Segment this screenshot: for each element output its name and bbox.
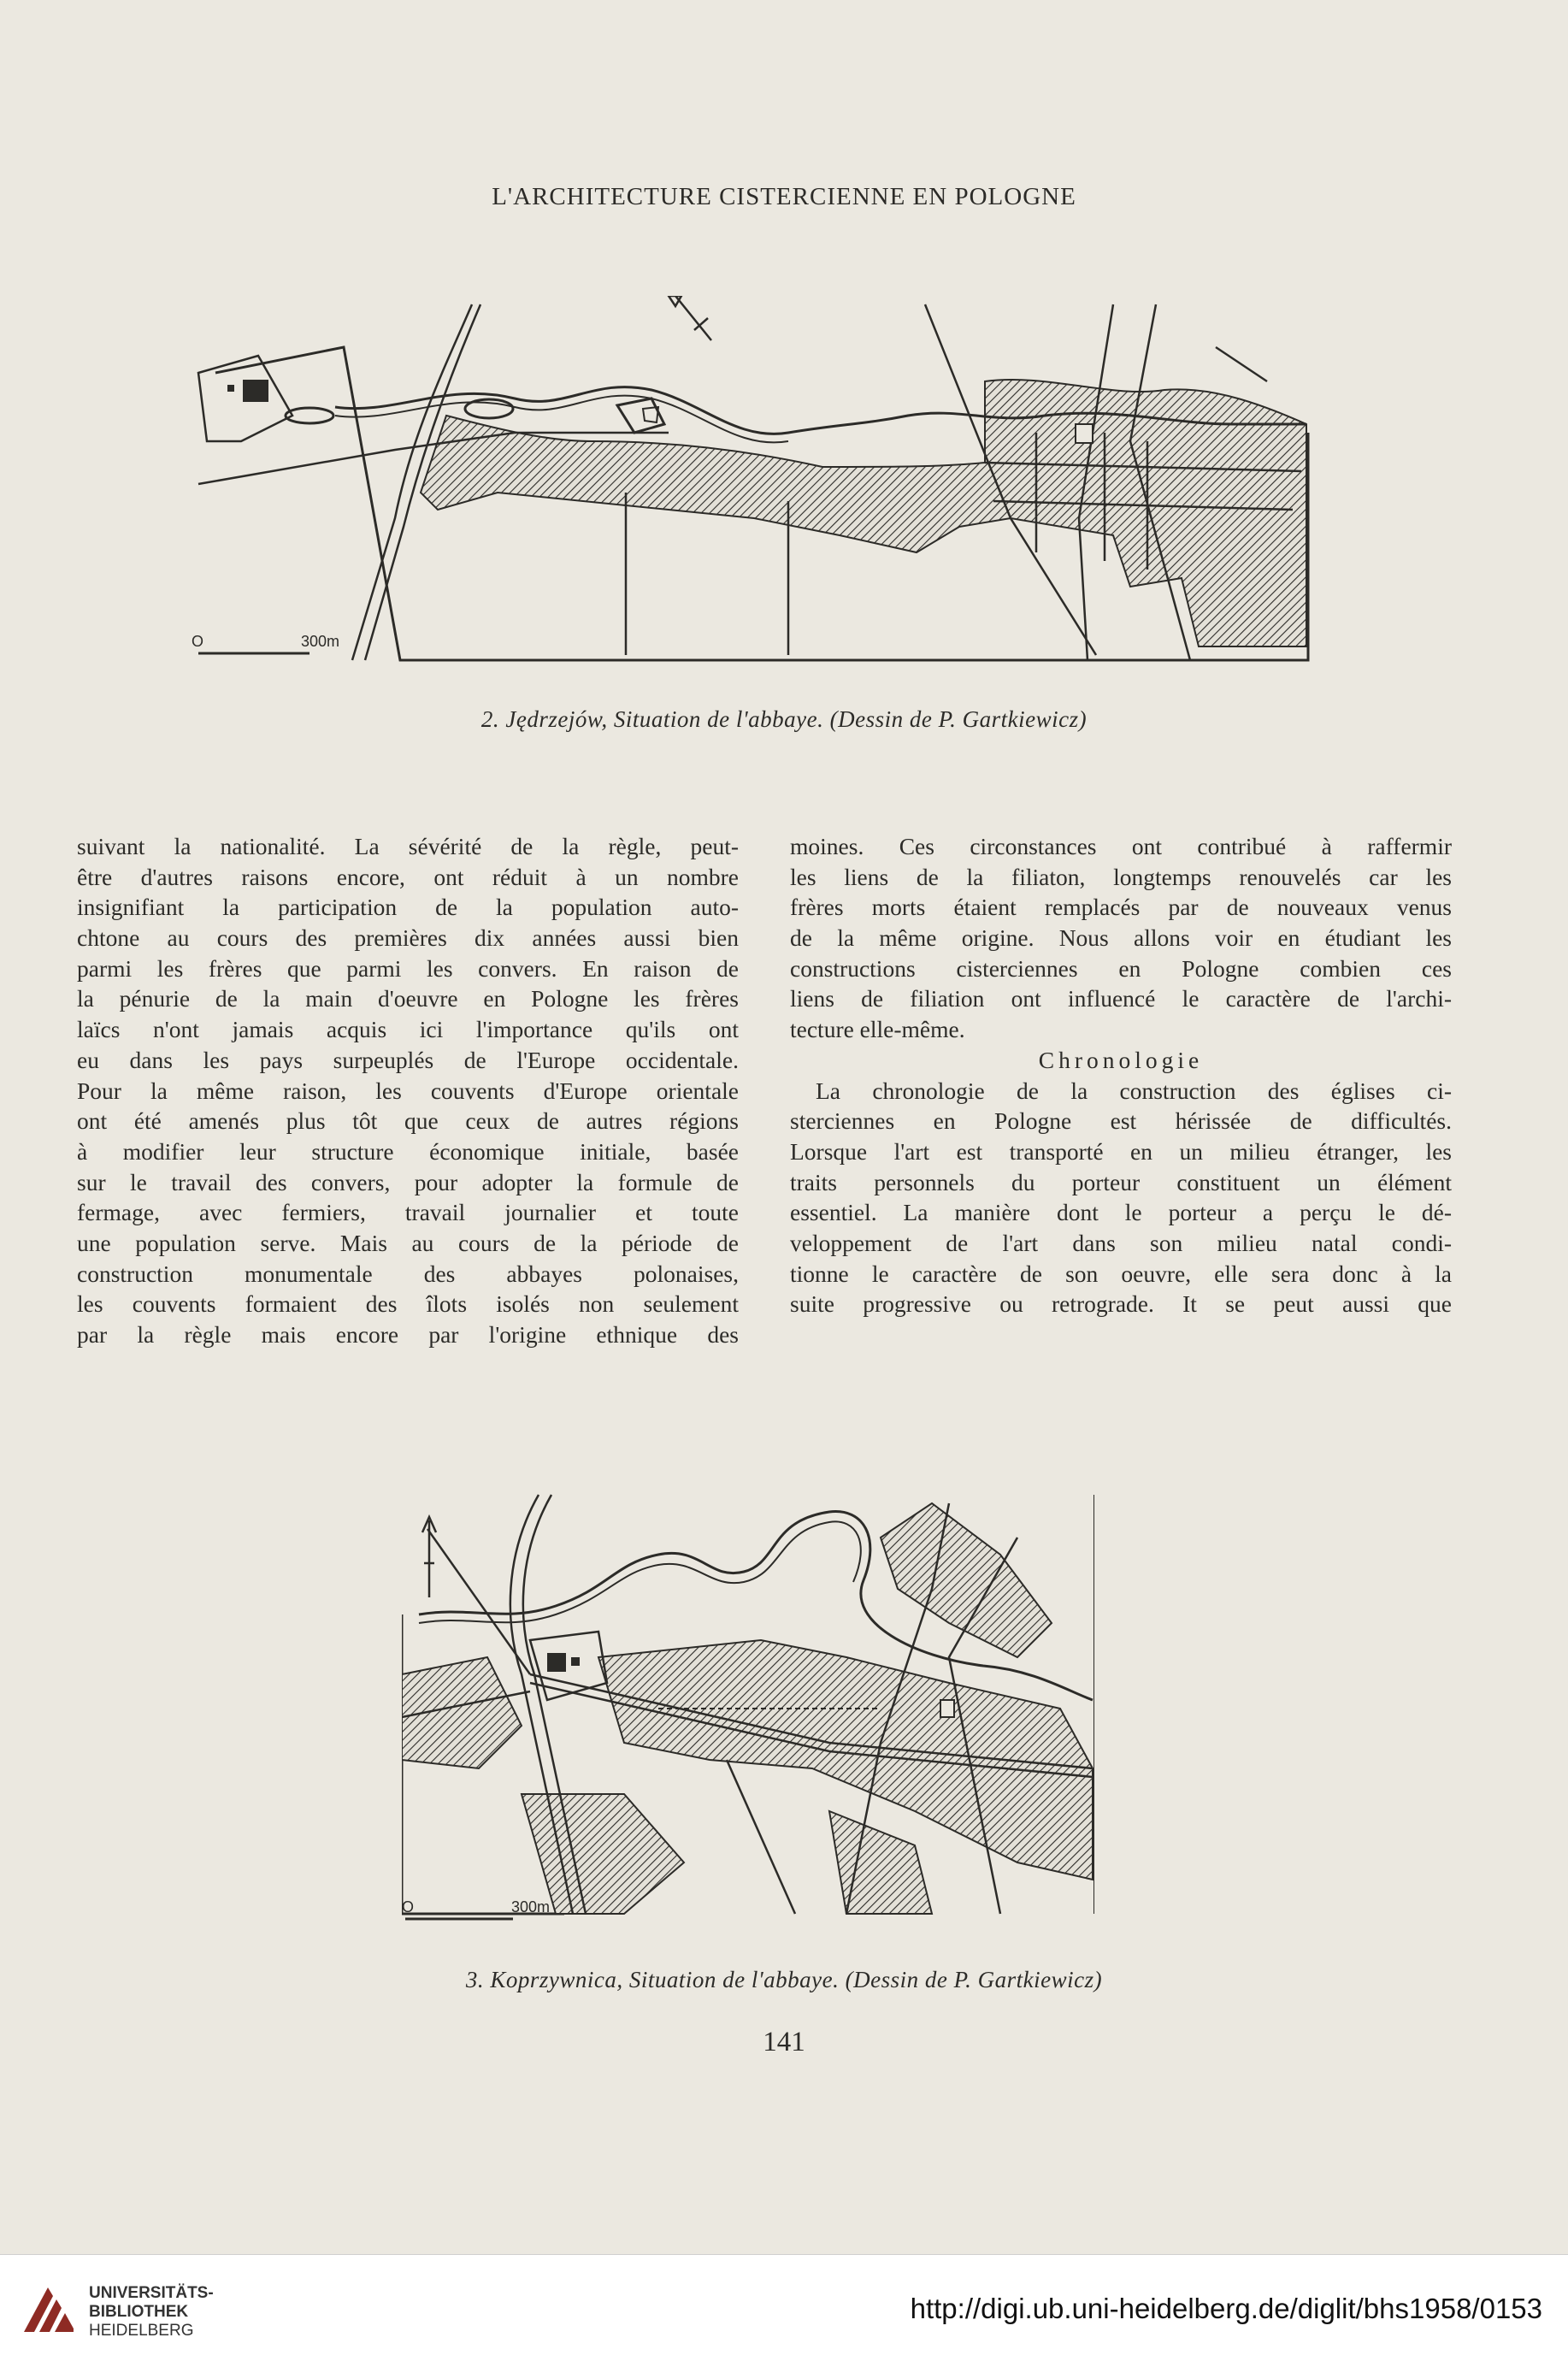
text-line: suivant la nationalité. La sévérité de la règle, peut- bbox=[77, 833, 739, 859]
text-line: veloppement de l'art dans son milieu natal condi- bbox=[790, 1229, 1452, 1256]
text-line: construction monumentale des abbayes polonaises, bbox=[77, 1260, 739, 1287]
text-line: ont été amenés plus tôt que ceux de autres régions bbox=[77, 1107, 739, 1135]
right-column bbox=[790, 831, 1452, 1319]
text-line: les liens de la filiaton, longtemps renouvelés car les bbox=[790, 863, 1452, 890]
figure-3-map bbox=[402, 1486, 1094, 1922]
footer-bar bbox=[0, 2254, 1568, 2367]
text-line: constructions cisterciennes en Pologne combien ces bbox=[790, 954, 1452, 982]
running-head: L'ARCHITECTURE CISTERCIENNE EN POLOGNE bbox=[492, 183, 1076, 210]
text-line: essentiel. La manière dont le porteur a perçu le dé- bbox=[790, 1199, 1452, 1226]
text-line: moines. Ces circonstances ont contribué à raffermir bbox=[790, 833, 1452, 859]
text-line: Pour la même raison, les couvents d'Europe orientale bbox=[77, 1077, 739, 1104]
library-name-line-3: HEIDELBERG bbox=[89, 2322, 194, 2340]
source-url[interactable]: http://digi.ub.uni-heidelberg.de/diglit/bhs1958/0153 bbox=[910, 2293, 1542, 2324]
text-line: sur le travail des convers, pour adopter la formule de bbox=[77, 1168, 739, 1195]
figure-2-scale-zero: O bbox=[192, 633, 204, 650]
library-name-line-1: UNIVERSITÄTS- bbox=[89, 2284, 214, 2302]
text-line: suite progressive ou retrograde. It se peut aussi que bbox=[790, 1290, 1452, 1318]
text-line: fermage, avec fermiers, travail journalier et toute bbox=[77, 1199, 739, 1226]
text-line: par la règle mais encore par l'origine ethnique des bbox=[77, 1321, 739, 1348]
text-line: traits personnels du porteur constituent un élément bbox=[790, 1168, 1452, 1195]
text-line: frères morts étaient remplacés par de nouveaux venus bbox=[790, 894, 1452, 921]
text-line: chtone au cours des premières dix années aussi bien bbox=[77, 924, 739, 952]
text-line: parmi les frères que parmi les convers. En raison de bbox=[77, 954, 739, 982]
text-line: laïcs n'ont jamais acquis ici l'importance qu'ils ont bbox=[77, 1016, 739, 1043]
left-column bbox=[77, 831, 739, 1350]
text-line: de la même origine. Nous allons voir en étudiant les bbox=[790, 924, 1452, 952]
text-line: les couvents formaient des îlots isolés non seulement bbox=[77, 1290, 739, 1318]
text-line: une population serve. Mais au cours de la période de bbox=[77, 1229, 739, 1256]
text-line: insignifiant la participation de la population auto- bbox=[77, 894, 739, 921]
library-name-line-2: BIBLIOTHEK bbox=[89, 2303, 189, 2321]
figure-2-map bbox=[190, 296, 1310, 664]
library-name bbox=[89, 2284, 214, 2340]
text-line: tecture elle-même. bbox=[790, 1016, 965, 1043]
figure-3-caption: 3. Koprzywnica, Situation de l'abbaye. (Dessin de P. Gartkiewicz) bbox=[465, 1967, 1103, 1992]
figure-3-scale-label: 300m bbox=[511, 1898, 551, 1915]
figure-2-caption: 2. Jędrzejów, Situation de l'abbaye. (Dessin de P. Gartkiewicz) bbox=[480, 706, 1088, 732]
text-line: sterciennes en Pologne est hérissée de difficultés. bbox=[790, 1107, 1452, 1135]
section-heading: Chronologie bbox=[1038, 1046, 1204, 1073]
text-line: la pénurie de la main d'oeuvre en Pologne les frères bbox=[77, 985, 739, 1012]
text-line: Lorsque l'art est transporté en un milieu étranger, les bbox=[790, 1137, 1452, 1165]
figure-3-scale-zero: O bbox=[402, 1898, 415, 1915]
text-line: eu dans les pays surpeuplés de l'Europe occidentale. bbox=[77, 1046, 739, 1073]
figure-2-scale-label: 300m bbox=[301, 633, 340, 650]
university-library-logo bbox=[19, 2281, 79, 2340]
text-line: à modifier leur structure économique initiale, basée bbox=[77, 1137, 739, 1165]
text-line: être d'autres raisons encore, ont réduit à un nombre bbox=[77, 863, 739, 890]
page-number: 141 bbox=[763, 2027, 805, 2057]
text-line: La chronologie de la construction des églises ci- bbox=[816, 1077, 1452, 1104]
text-line: liens de filiation ont influencé le caractère de l'archi- bbox=[790, 985, 1452, 1012]
text-line: tionne le caractère de son oeuvre, elle sera donc à la bbox=[790, 1260, 1452, 1287]
